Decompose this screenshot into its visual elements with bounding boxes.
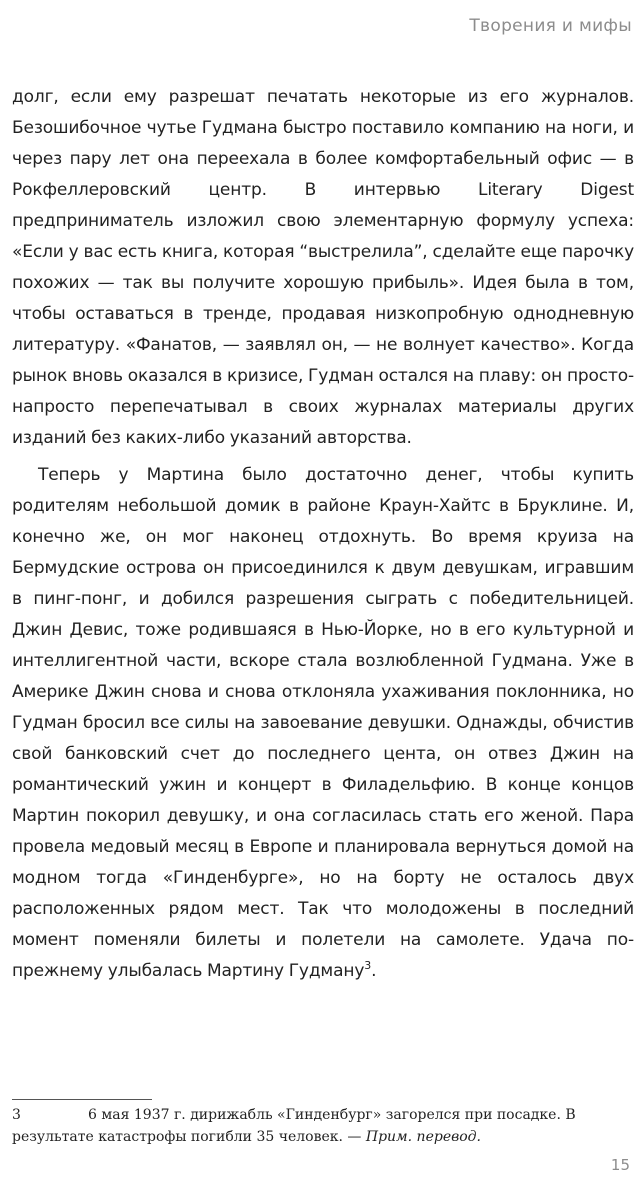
body-text — [12, 82, 634, 993]
page-number: 15 — [610, 1156, 630, 1174]
footnote-text: 6 мая 1937 г. дирижабль «Гинденбург» загорелся при посадке. В результате катастрофы погибли 35 человек. — — [12, 1107, 576, 1145]
paragraph-text: Теперь у Мартина было достаточно денег, чтобы купить родителям небольшой домик в районе Краун-Хайтс в Бруклине. И, конечно же, он мог наконец отдохнуть. Во время круиза на Бермудские острова он присоединился к двум девушкам, игравшим в пинг-понг, и добился разрешения сыграть с победительницей. Джин Девис, тоже родившаяся в Нью-Йорке, но в его культурной и интеллигентной части, вскоре стала возлюбленной Гудмана. Уже в Америке Джин снова и снова отклоняла ухаживания поклонника, но Гудман бросил все силы на завоевание девушки. Однажды, обчистив свой банковский счет до последнего цента, он отвез Джин на романтический ужин и концерт в Филадельфию. В конце концов Мартин покорил девушку, и она согласилась стать его женой. Пара провела медовый месяц в Европе и планировала вернуться домой на модном тогда «Гинденбурге», но на борту не осталось двух расположенных рядом мест. Так что молодожены в последний момент поменяли билеты и полетели на самолете. Удача по-прежнему улыбалась Мартину Гудману — [12, 465, 634, 981]
footnote — [12, 1104, 602, 1148]
running-head: Творения и мифы — [469, 16, 632, 36]
footnote-divider — [12, 1099, 152, 1100]
footnote-number: 3 — [12, 1107, 21, 1123]
footnote-translator-note: Прим. перевод. — [365, 1129, 482, 1145]
paragraph — [12, 460, 634, 987]
paragraph-end: . — [371, 961, 377, 981]
footnote-reference[interactable]: 3 — [364, 959, 372, 972]
paragraph: долг, если ему разрешат печатать некоторые из его журналов. Безошибочное чутье Гудмана быстро поставило компанию на ноги, и через пару лет она переехала в более комфортабельный офис — в Рокфеллеровский центр. В интервью Literary Digest предприниматель изложил свою элементарную формулу успеха: «Если у вас есть книга, которая “выстрелила”, сделайте еще парочку похожих — так вы получите хорошую прибыль». Идея была в том, чтобы оставаться в тренде, продавая низкопробную однодневную литературу. «Фанатов, — заявлял он, — не волнует качество». Когда рынок вновь оказался в кризисе, Гудман остался на плаву: он просто-напросто перепечатывал в своих журналах материалы других изданий без каких-либо указаний авторства. — [12, 87, 634, 448]
